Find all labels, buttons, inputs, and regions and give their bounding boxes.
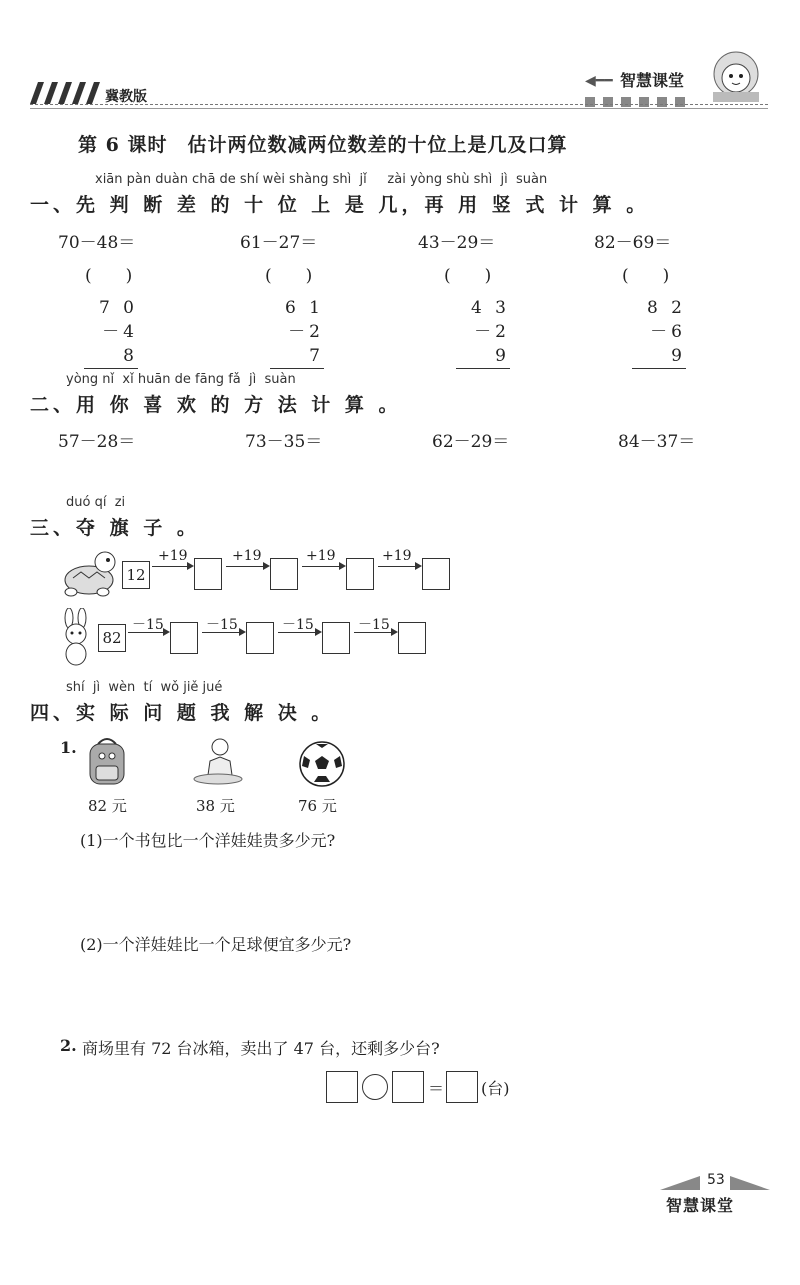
equation-box[interactable]: [326, 1071, 358, 1103]
answer-box[interactable]: [346, 558, 374, 590]
equals-sign: ＝: [428, 1079, 445, 1098]
calc-problem: 62－29＝: [432, 432, 510, 452]
vertical-bottom: －4 8: [102, 322, 138, 366]
answer-paren[interactable]: ( ): [85, 266, 133, 286]
header-divider-solid: [30, 108, 768, 109]
vertical-calc-4[interactable]: [630, 296, 686, 371]
chain1-step: +19: [158, 548, 188, 564]
operator-circle[interactable]: [362, 1074, 388, 1100]
vertical-line: [632, 368, 686, 371]
schoolbag-icon: [78, 732, 136, 790]
lesson-title: 第 6 课时 估计两位数减两位数差的十位上是几及口算: [78, 134, 568, 156]
problem1-expr: 70－48＝: [58, 233, 136, 253]
football-price: 76 元: [298, 797, 337, 815]
doll-price: 38 元: [196, 797, 235, 815]
arrow: [378, 566, 420, 567]
rabbit-icon: [56, 608, 96, 668]
vertical-line: [270, 368, 324, 371]
arrow: [302, 566, 344, 567]
answer-paren[interactable]: ( ): [265, 266, 313, 286]
section3-heading: 三、夺 旗 子 。: [30, 517, 200, 539]
header-arrow-icon: ◀━━: [585, 73, 613, 89]
vertical-bottom: －2 7: [288, 322, 324, 366]
problem3-expr: 43－29＝: [418, 233, 496, 253]
chain2-step: －15: [206, 617, 238, 633]
vertical-top: 7 0: [98, 298, 138, 318]
section1-heading: 一、先 判 断 差 的 十 位 上 是 几，再 用 竖 式 计 算 。: [30, 194, 650, 216]
vertical-bottom: －6 9: [650, 322, 686, 366]
arrow: [226, 566, 268, 567]
vertical-top: 4 3: [470, 298, 510, 318]
problem2-expr: 61－27＝: [240, 233, 318, 253]
vertical-top: 6 1: [284, 298, 324, 318]
section2-heading: 二、用 你 喜 欢 的 方 法 计 算 。: [30, 394, 402, 416]
unit-label: (台): [481, 1079, 510, 1098]
header-stripes-icon: [30, 82, 100, 104]
girl-mascot-icon: [705, 48, 767, 104]
answer-box[interactable]: [422, 558, 450, 590]
answer-paren[interactable]: ( ): [444, 266, 492, 286]
page-number: 53: [707, 1172, 725, 1188]
vertical-calc-1[interactable]: [82, 296, 138, 371]
calc-problem: 57－28＝: [58, 432, 136, 452]
section3-pinyin: duó qí zi: [66, 495, 126, 510]
chain1-step: +19: [306, 548, 336, 564]
question1-part2: (2)一个洋娃娃比一个足球便宜多少元?: [80, 935, 352, 954]
header-divider: [30, 104, 768, 105]
chain1-step: +19: [232, 548, 262, 564]
answer-box[interactable]: [270, 558, 298, 590]
equation-box[interactable]: [392, 1071, 424, 1103]
answer-box[interactable]: [170, 622, 198, 654]
schoolbag-price: 82 元: [88, 797, 127, 815]
header-brand: 智慧课堂: [620, 71, 685, 90]
chain2-step: －15: [358, 617, 390, 633]
answer-box[interactable]: [398, 622, 426, 654]
section4-pinyin: shí jì wèn tí wǒ jiě jué: [66, 680, 223, 695]
arrow: [128, 632, 168, 633]
problem4-expr: 82－69＝: [594, 233, 672, 253]
chain2-step: －15: [282, 617, 314, 633]
arrow: [202, 632, 244, 633]
vertical-top: 8 2: [646, 298, 686, 318]
arrow: [354, 632, 396, 633]
vertical-calc-2[interactable]: [268, 296, 324, 371]
vertical-calc-3[interactable]: [454, 296, 510, 371]
doll-icon: [190, 735, 246, 787]
edition-label: 冀教版: [105, 89, 147, 105]
turtle-icon: [55, 548, 121, 598]
calc-problem: 84－37＝: [618, 432, 696, 452]
arrow: [278, 632, 320, 633]
calc-problem: 73－35＝: [245, 432, 323, 452]
chain2-start: 82: [98, 624, 126, 652]
chain1-step: +19: [382, 548, 412, 564]
answer-box[interactable]: [322, 622, 350, 654]
football-icon: [298, 740, 346, 788]
answer-paren[interactable]: ( ): [622, 266, 670, 286]
equation-box[interactable]: [446, 1071, 478, 1103]
question2-number: 2.: [60, 1036, 77, 1055]
vertical-line: [84, 368, 138, 371]
chain2-step: －15: [132, 617, 164, 633]
section4-heading: 四、实 际 问 题 我 解 决 。: [30, 702, 335, 724]
section2-pinyin: yòng nǐ xǐ huān de fāng fǎ jì suàn: [66, 372, 296, 387]
question2-text: 商场里有 72 台冰箱，卖出了 47 台，还剩多少台?: [82, 1039, 440, 1058]
question1-part1: (1)一个书包比一个洋娃娃贵多少元?: [80, 831, 336, 850]
question1-number: 1.: [60, 738, 77, 757]
chain1-start: 12: [122, 561, 150, 589]
vertical-bottom: －2 9: [474, 322, 510, 366]
answer-box[interactable]: [246, 622, 274, 654]
footer-brand: 智慧课堂: [666, 1196, 735, 1215]
section1-pinyin: xiān pàn duàn chā de shí wèi shàng shì jǐ zài yòng shù shì jì suàn: [95, 172, 548, 187]
arrow: [152, 566, 192, 567]
answer-box[interactable]: [194, 558, 222, 590]
vertical-line: [456, 368, 510, 371]
